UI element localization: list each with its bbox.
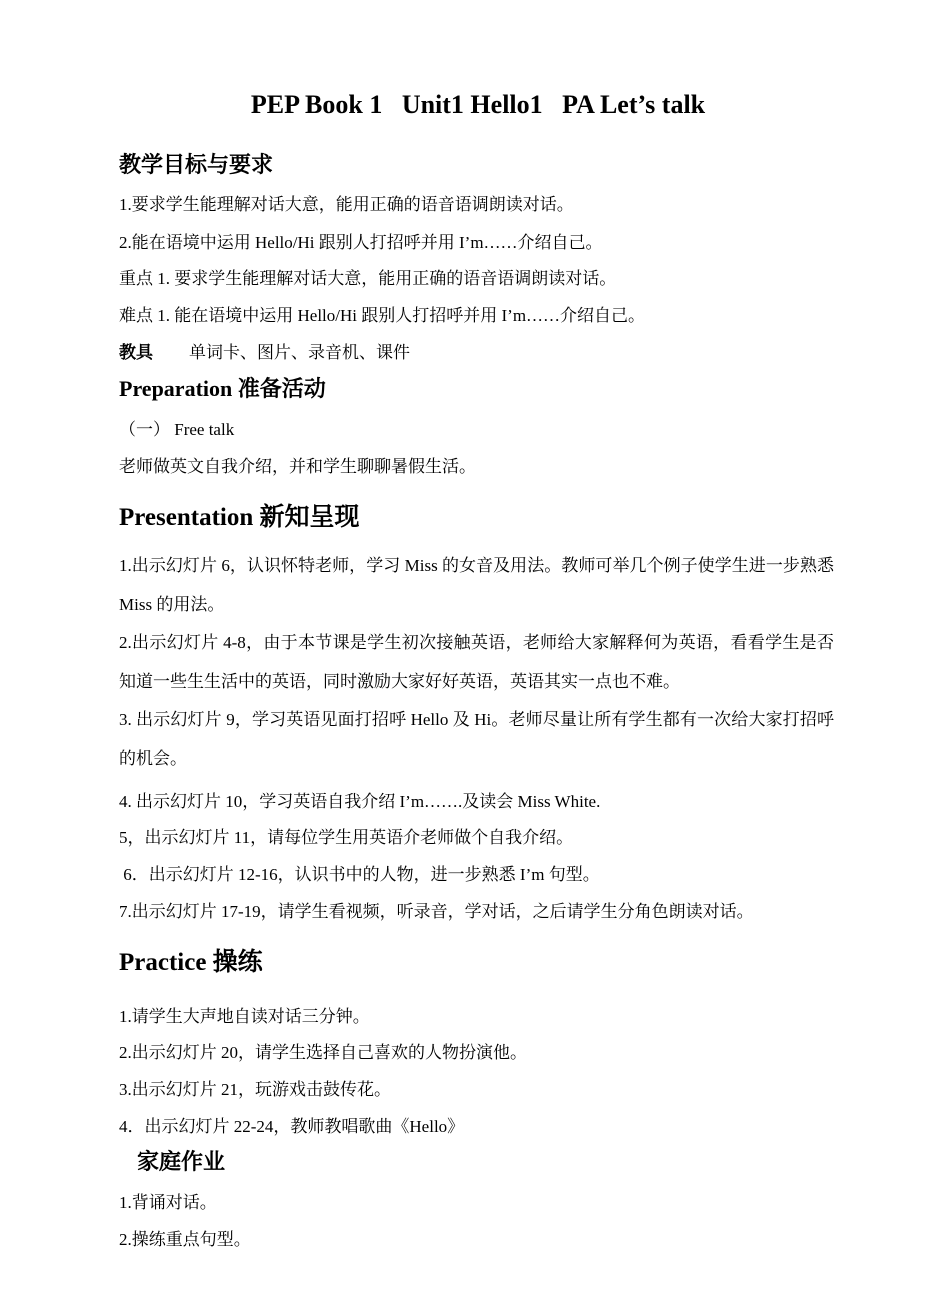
presentation-item-3: 3. 出示幻灯片 9，学习英语见面打招呼 Hello 及 Hi。老师尽量让所有学生都有一次给大家打招呼的机会。 xyxy=(119,710,834,768)
teaching-materials xyxy=(119,338,834,363)
objective-item-2: 2.能在语境中运用 Hello/Hi 跟别人打招呼并用 I’m……介绍自己。 xyxy=(119,233,603,252)
presentation-item-2: 2.出示幻灯片 4-8，由于本节课是学生初次接触英语，老师给大家解释何为英语，看看学生是否知道一些生生活中的英语，同时激励大家好好英语，英语其实一点也不难。 xyxy=(119,633,834,691)
key-point: 重点 1. 要求学生能理解对话大意，能用正确的语音语调朗读对话。 xyxy=(119,269,617,288)
practice-item-1: 1.请学生大声地自读对话三分钟。 xyxy=(119,1007,370,1026)
document-title: PEP Book 1 Unit1 Hello1 PA Let’s talk xyxy=(250,90,706,119)
presentation-item-4: 4. 出示幻灯片 10，学习英语自我介绍 I’m…….及读会 Miss White. xyxy=(119,792,601,811)
presentation-heading: Presentation 新知呈现 xyxy=(119,504,360,531)
homework-heading: 家庭作业 xyxy=(137,1149,226,1174)
practice-heading: Practice 操练 xyxy=(119,949,263,976)
materials-value: 单词卡、图片、录音机、课件 xyxy=(189,343,410,362)
presentation-item-6: 6．出示幻灯片 12-16，认识书中的人物，进一步熟悉 I’m 句型。 xyxy=(119,865,600,884)
practice-item-2: 2.出示幻灯片 20，请学生选择自己喜欢的人物扮演他。 xyxy=(119,1043,527,1062)
preparation-item-text: 老师做英文自我介绍，并和学生聊聊暑假生活。 xyxy=(119,457,476,476)
homework-item-2: 2.操练重点句型。 xyxy=(119,1230,251,1249)
homework-item-1: 1.背诵对话。 xyxy=(119,1193,217,1212)
presentation-item-5: 5，出示幻灯片 11，请每位学生用英语介老师做个自我介绍。 xyxy=(119,828,574,847)
preparation-heading: Preparation 准备活动 xyxy=(119,376,326,401)
difficult-point: 难点 1. 能在语境中运用 Hello/Hi 跟别人打招呼并用 I’m……介绍自己。 xyxy=(119,306,646,325)
objective-item-1: 1.要求学生能理解对话大意，能用正确的语音语调朗读对话。 xyxy=(119,195,574,214)
preparation-item-label: （一） Free talk xyxy=(119,420,235,439)
presentation-item-7: 7.出示幻灯片 17-19，请学生看视频，听录音，学对话，之后请学生分角色朗读对话。 xyxy=(119,902,754,921)
objectives-heading: 教学目标与要求 xyxy=(119,152,274,177)
materials-label: 教具 xyxy=(119,343,153,362)
practice-item-3: 3.出示幻灯片 21，玩游戏击鼓传花。 xyxy=(119,1080,391,1099)
practice-item-4: 4．出示幻灯片 22-24，教师教唱歌曲《Hello》 xyxy=(119,1117,465,1136)
presentation-item-1: 1.出示幻灯片 6，认识怀特老师，学习 Miss 的女音及用法。教师可举几个例子使学生进一步熟悉 Miss 的用法。 xyxy=(119,556,834,614)
